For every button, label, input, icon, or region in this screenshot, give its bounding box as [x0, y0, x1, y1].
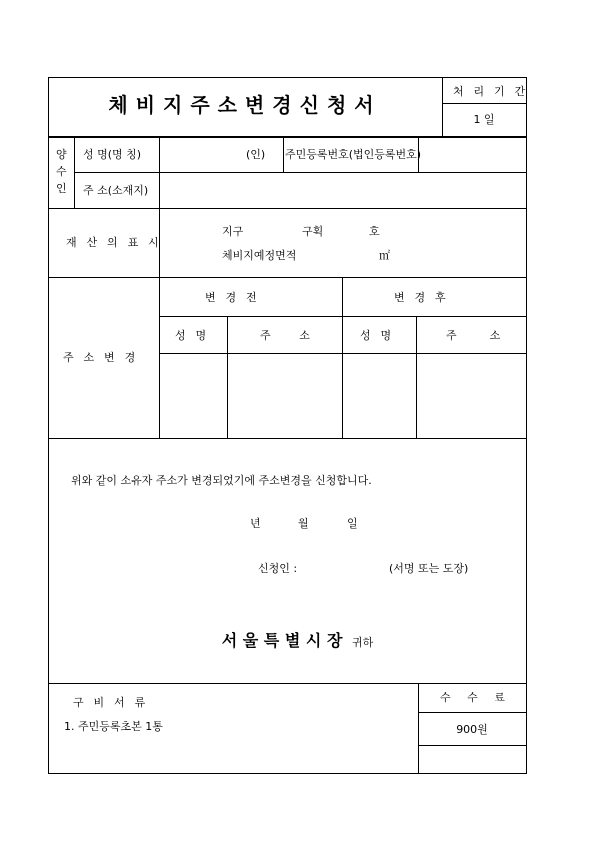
after-address-col: 주소 [446, 329, 534, 342]
after-address-field[interactable] [417, 354, 525, 437]
required-documents-label: 구비서류 [73, 696, 156, 709]
fee-label: 수수료 [440, 691, 522, 704]
processing-time-value: 1 일 [473, 113, 495, 126]
applicant-sign-field[interactable] [305, 557, 385, 579]
after-change-header: 변경후 [394, 291, 456, 304]
resident-id-label: 주민등록번호(법인등록번호) [285, 148, 422, 161]
before-address-field[interactable] [228, 354, 341, 437]
address-label: 주 소(소재지) [83, 184, 149, 197]
block-label: 구획 [302, 225, 324, 238]
area-unit: ㎡ [379, 249, 390, 262]
required-document-item: 1. 주민등록초본 1통 [64, 720, 163, 733]
name-label: 성 명(명 칭) [83, 148, 142, 161]
area-label: 체비지예정면적 [222, 249, 297, 262]
address-change-label: 주소변경 [63, 351, 146, 364]
recipient-name: 서울특별시장 [221, 631, 349, 650]
recipient [0, 628, 595, 651]
address-field[interactable] [160, 173, 525, 207]
date-day: 일 [347, 517, 358, 530]
lot-label: 호 [369, 225, 380, 238]
processing-time-label: 처리기간 [453, 85, 536, 98]
resident-id-field[interactable] [419, 137, 525, 171]
district-label: 지구 [222, 225, 244, 238]
before-change-header: 변경전 [205, 291, 267, 304]
sign-hint: (서명 또는 도장) [389, 562, 469, 575]
before-name-col: 성명 [175, 329, 217, 342]
before-address-col: 주소 [260, 329, 339, 342]
seal-label: (인) [246, 148, 266, 161]
date-month: 월 [298, 517, 309, 530]
applicant-sign-label: 신청인 : [258, 562, 298, 575]
before-name-field[interactable] [160, 354, 226, 437]
after-name-col: 성명 [360, 329, 402, 342]
property-label: 재산의표시 [66, 236, 169, 249]
statement-text: 위와 같이 소유자 주소가 변경되었기에 주소변경을 신청합니다. [71, 474, 372, 487]
form-title: 체비지주소변경신청서 [108, 93, 382, 117]
fee-value: 900원 [456, 723, 488, 736]
after-name-field[interactable] [343, 354, 415, 437]
recipient-honorific: 귀하 [352, 636, 374, 649]
date-year: 년 [250, 517, 261, 530]
